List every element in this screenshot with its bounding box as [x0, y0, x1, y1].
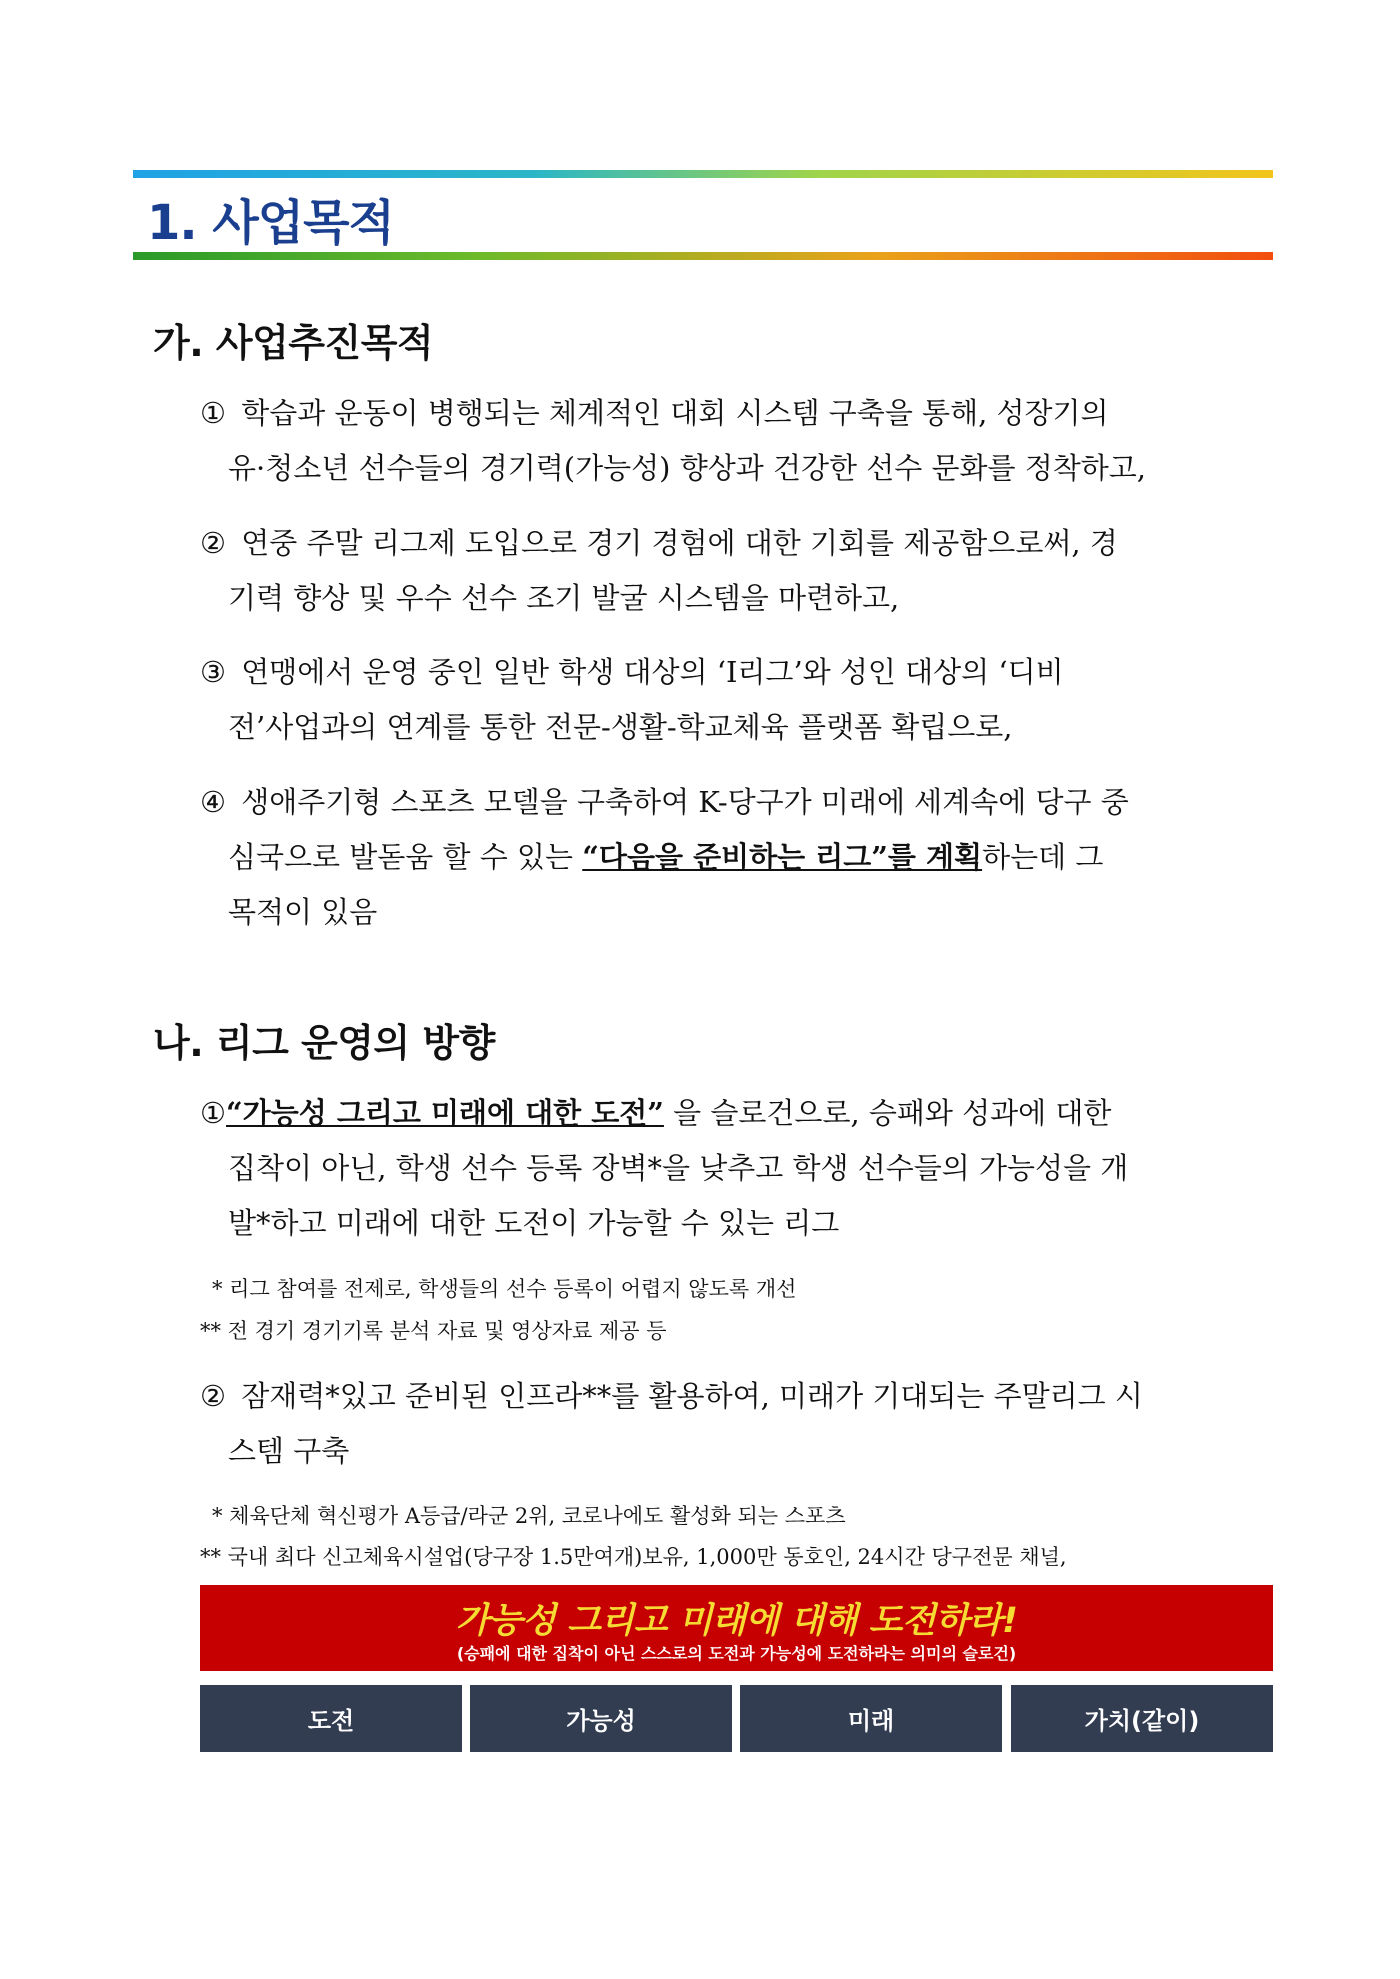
keyword-box-future: 미래	[740, 1685, 1002, 1752]
purpose-item-2	[200, 516, 1272, 626]
direction-item-1	[200, 1086, 1272, 1251]
item-number: ①	[200, 1096, 226, 1130]
item-text: 잠재력*있고 준비된 인프라**를 활용하여, 미래가 기대되는 주말리그 시	[241, 1379, 1143, 1413]
direction-item-2	[200, 1369, 1272, 1479]
item-text-plain: 심국으로 발돋움 할 수 있는	[228, 840, 583, 874]
slogan-banner	[200, 1585, 1273, 1671]
item-text-cont: 기력 향상 및 우수 선수 조기 발굴 시스템을 마련하고,	[228, 581, 900, 615]
item-text-cont	[200, 830, 1272, 885]
section-title: 1. 사업목적	[147, 195, 394, 251]
item-text: 연맹에서 운영 중인 일반 학생 대상의 ‘I리그’와 성인 대상의 ‘디비	[241, 655, 1064, 689]
keyword-box-challenge: 도전	[200, 1685, 462, 1752]
banner-title: 가능성 그리고 미래에 대해 도전하라!	[455, 1601, 1018, 1641]
league-emphasis: “다음을 준비하는 리그”를 계획	[582, 840, 983, 874]
item-text-plain: 하는데 그	[982, 840, 1104, 874]
item-number: ①	[200, 396, 226, 430]
purpose-item-1	[200, 386, 1272, 496]
item-text-cont: 유·청소년 선수들의 경기력(가능성) 향상과 건강한 선수 문화를 정착하고,	[228, 451, 1146, 485]
direction-heading: 나. 리그 운영의 방향	[153, 1021, 495, 1065]
banner-subtitle: (승패에 대한 집착이 아닌 스스로의 도전과 가능성에 도전하라는 의미의 슬로건)	[456, 1644, 1017, 1663]
item-text-cont: 집착이 아닌, 학생 선수 등록 장벽*을 낮추고 학생 선수들의 가능성을 개	[228, 1151, 1129, 1185]
item-text: 학습과 운동이 병행되는 체계적인 대회 시스템 구축을 통해, 성장기의	[241, 396, 1109, 430]
item-text-cont: 스템 구축	[228, 1434, 350, 1468]
item-number: ②	[200, 526, 226, 560]
purpose-item-4	[200, 775, 1272, 940]
purpose-heading: 가. 사업추진목적	[153, 321, 434, 365]
footnote: * 체육단체 혁신평가 A등급/라군 2위, 코로나에도 활성화 되는 스포츠	[212, 1504, 846, 1528]
title-top-rule	[133, 170, 1273, 178]
item-number: ④	[200, 785, 226, 819]
slogan-emphasis: “가능성 그리고 미래에 대한 도전”	[226, 1096, 664, 1130]
item-text-cont: 발*하고 미래에 대한 도전이 가능할 수 있는 리그	[228, 1206, 840, 1240]
footnote: * 리그 참여를 전제로, 학생들의 선수 등록이 어렵지 않도록 개선	[212, 1277, 797, 1301]
item-number: ②	[200, 1379, 226, 1413]
item-text: 생애주기형 스포츠 모델을 구축하여 K-당구가 미래에 세계속에 당구 중	[241, 785, 1129, 819]
item-text-cont: 전’사업과의 연계를 통한 전문-생활-학교체육 플랫폼 확립으로,	[228, 710, 1013, 744]
title-bottom-rule	[133, 252, 1273, 260]
item-text: 연중 주말 리그제 도입으로 경기 경험에 대한 기회를 제공함으로써, 경	[241, 526, 1118, 560]
footnote: ** 전 경기 경기기록 분석 자료 및 영상자료 제공 등	[200, 1319, 667, 1343]
item-text-cont: 목적이 있음	[228, 895, 378, 929]
keyword-box-possibility: 가능성	[470, 1685, 732, 1752]
item-text: 을 슬로건으로, 승패와 성과에 대한	[673, 1096, 1112, 1130]
footnote: ** 국내 최다 신고체육시설업(당구장 1.5만여개)보유, 1,000만 동호인, 24시간 당구전문 채널,	[200, 1545, 1067, 1569]
purpose-item-3	[200, 645, 1272, 755]
item-number: ③	[200, 655, 226, 689]
keyword-box-value: 가치(같이)	[1011, 1685, 1273, 1752]
